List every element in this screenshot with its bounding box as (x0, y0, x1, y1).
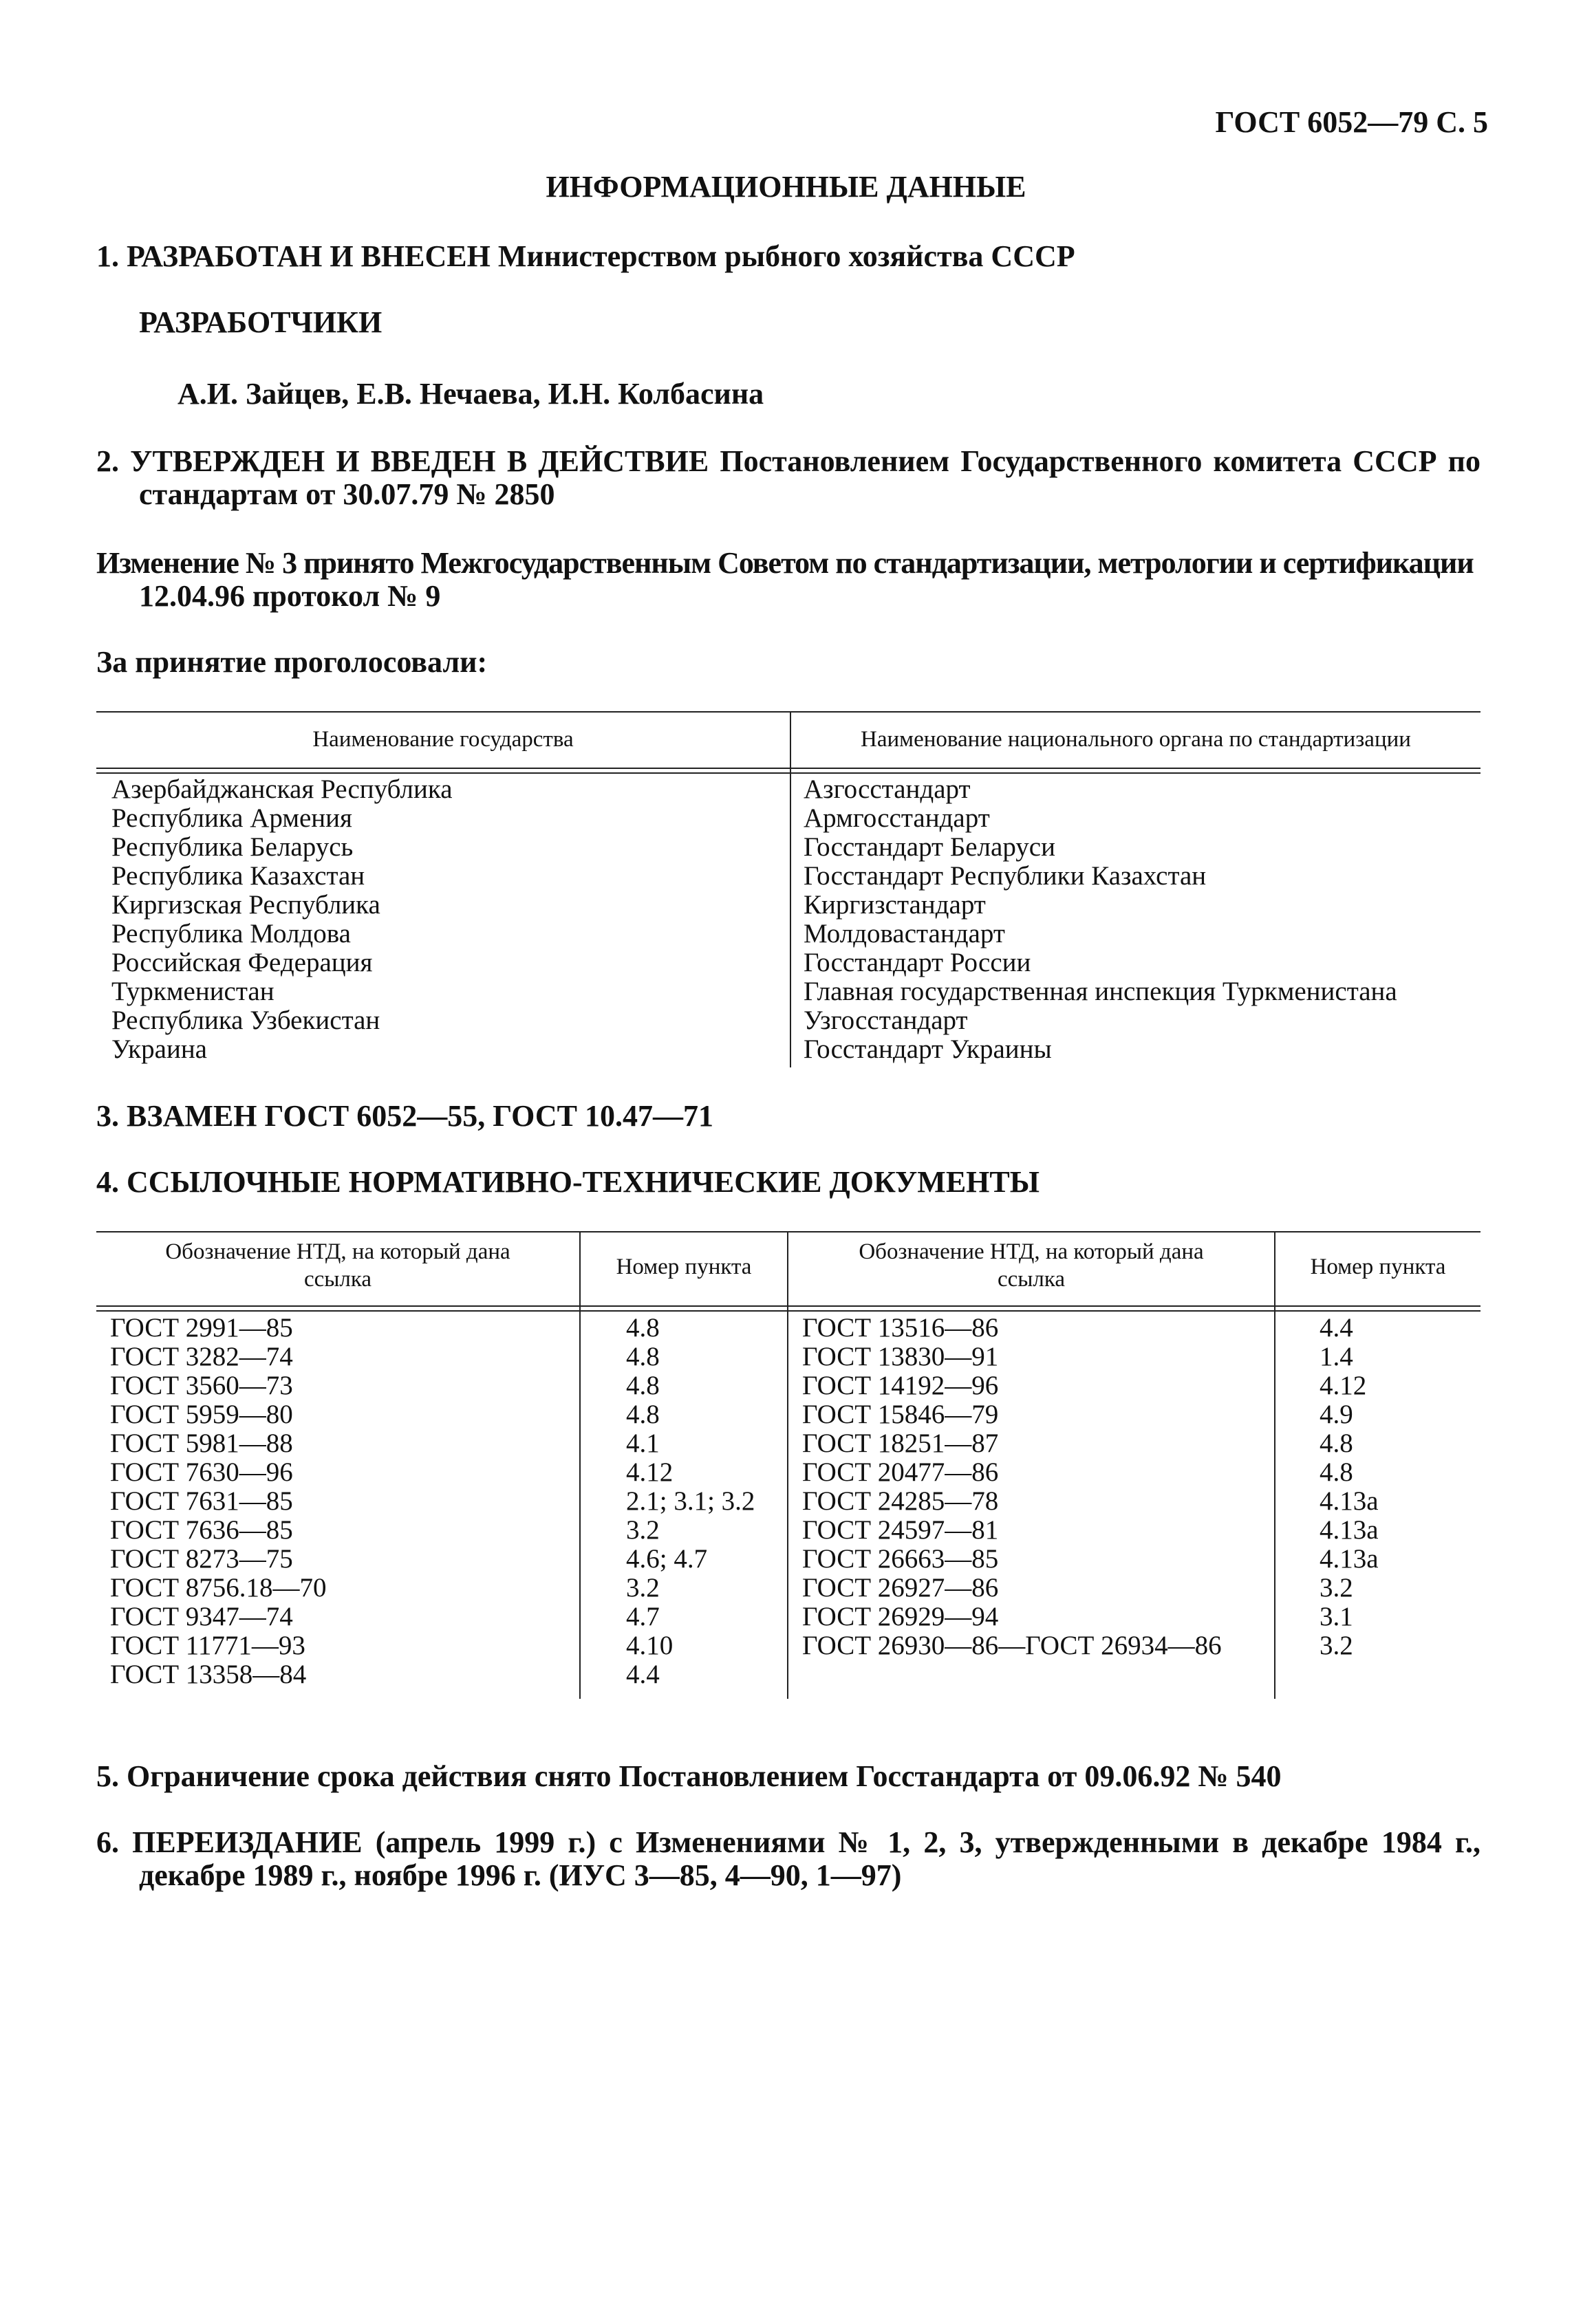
ref-item: 4.4 (1320, 1313, 1353, 1343)
ref-doc: ГОСТ 3560—73 (110, 1371, 293, 1400)
vote-body: Азгосстандарт (804, 774, 971, 804)
developers-label: РАЗРАБОТЧИКИ (139, 305, 383, 339)
vote-label: За принятие проголосовали: (96, 645, 488, 679)
ref-item: 4.13а (1320, 1515, 1379, 1545)
section-1-number: 1. (96, 239, 119, 273)
ref-item: 4.8 (626, 1400, 660, 1429)
ref-doc: ГОСТ 9347—74 (110, 1602, 293, 1631)
vote-table-header-state: Наименование государства (312, 727, 574, 752)
section-2-text: Постановлением Государственного комитета СССР по (720, 444, 1481, 478)
vote-body: Молдовастандарт (804, 919, 1005, 948)
ref-header-doc-left-line2: ссылка (303, 1267, 372, 1292)
ref-table-top-rule (96, 1231, 1481, 1232)
section-2-line1 (96, 446, 1481, 477)
vote-body: Киргизстандарт (804, 890, 986, 920)
ref-doc: ГОСТ 7636—85 (110, 1515, 293, 1545)
page-title: ИНФОРМАЦИОННЫЕ ДАННЫЕ (546, 170, 1026, 204)
ref-item: 4.12 (1320, 1371, 1367, 1400)
ref-table-divider-1 (579, 1231, 581, 1699)
ref-item: 3.1 (1320, 1602, 1353, 1631)
ref-doc: ГОСТ 8756.18—70 (110, 1573, 327, 1603)
vote-body: Главная государственная инспекция Туркменистана (804, 977, 1397, 1006)
ref-doc: ГОСТ 15846—79 (802, 1400, 999, 1429)
ref-header-doc-left-line1: Обозначение НТД, на который дана (165, 1239, 510, 1264)
ref-item: 4.10 (626, 1631, 674, 1660)
ref-doc: ГОСТ 7630—96 (110, 1457, 293, 1487)
vote-state: Азербайджанская Республика (111, 774, 453, 804)
ref-doc: ГОСТ 2991—85 (110, 1313, 293, 1343)
ref-table-header-rule (96, 1305, 1481, 1312)
ref-header-doc-right (788, 1238, 1274, 1293)
vote-table-header-rule (96, 768, 1481, 774)
ref-item: 4.7 (626, 1602, 660, 1631)
ref-doc: ГОСТ 26663—85 (802, 1544, 999, 1574)
vote-table-top-rule (96, 711, 1481, 713)
ref-item: 4.8 (626, 1342, 660, 1371)
ref-item: 4.8 (626, 1371, 660, 1400)
ref-doc: ГОСТ 8273—75 (110, 1544, 293, 1574)
vote-body: Армгосстандарт (804, 803, 990, 833)
ref-item: 3.2 (1320, 1573, 1353, 1603)
ref-doc: ГОСТ 13358—84 (110, 1660, 307, 1689)
ref-doc: ГОСТ 18251—87 (802, 1429, 999, 1458)
ref-doc: ГОСТ 14192—96 (802, 1371, 999, 1400)
ref-item: 4.8 (1320, 1429, 1353, 1458)
amendment-line1: Изменение № 3 принято Межгосударственным Советом по стандартизации, метрологии и сертификации (96, 546, 1474, 580)
section-1 (96, 241, 1075, 272)
ref-header-doc-right-line1: Обозначение НТД, на который дана (859, 1239, 1204, 1264)
vote-body: Госстандарт Беларуси (804, 832, 1055, 862)
ref-doc: ГОСТ 13830—91 (802, 1342, 999, 1371)
ref-right-docs (802, 1314, 1222, 1660)
ref-doc: ГОСТ 26930—86—ГОСТ 26934—86 (802, 1631, 1222, 1660)
ref-item: 1.4 (1320, 1342, 1353, 1371)
section-1-text: Министерством рыбного хозяйства СССР (497, 239, 1075, 273)
section-4: 4. ССЫЛОЧНЫЕ НОРМАТИВНО-ТЕХНИЧЕСКИЕ ДОКУМЕНТЫ (96, 1165, 1040, 1199)
ref-header-item-right: Номер пункта (1310, 1255, 1446, 1279)
ref-item: 4.13а (1320, 1486, 1379, 1516)
amendment-line2: 12.04.96 протокол № 9 (139, 579, 441, 613)
ref-item: 4.13а (1320, 1544, 1379, 1574)
vote-body: Узгосстандарт (804, 1006, 968, 1035)
ref-item: 4.6; 4.7 (626, 1544, 708, 1574)
vote-body: Госстандарт Республики Казахстан (804, 861, 1207, 891)
vote-state: Российская Федерация (111, 948, 373, 977)
vote-table-divider (790, 711, 791, 1067)
section-2-title: УТВЕРЖДЕН И ВВЕДЕН В ДЕЙСТВИЕ (130, 444, 709, 478)
ref-item: 4.8 (626, 1313, 660, 1343)
section-5: 5. Ограничение срока действия снято Постановлением Госстандарта от 09.06.92 № 540 (96, 1759, 1282, 1793)
ref-item: 2.1; 3.1; 3.2 (626, 1486, 755, 1516)
ref-left-items (626, 1314, 755, 1689)
vote-body: Госстандарт России (804, 948, 1031, 977)
vote-state: Республика Казахстан (111, 861, 365, 891)
ref-item: 3.2 (1320, 1631, 1353, 1660)
ref-table-divider-2 (787, 1231, 788, 1699)
ref-item: 3.2 (626, 1515, 660, 1545)
ref-item: 4.1 (626, 1429, 660, 1458)
section-2-number: 2. (96, 444, 119, 478)
page-header-ref: ГОСТ 6052—79 С. 5 (1215, 105, 1488, 139)
section-2-line2: стандартам от 30.07.79 № 2850 (139, 477, 555, 511)
ref-doc: ГОСТ 26929—94 (802, 1602, 999, 1631)
vote-state: Туркменистан (111, 977, 274, 1006)
ref-left-docs (110, 1314, 327, 1689)
ref-doc: ГОСТ 5959—80 (110, 1400, 293, 1429)
ref-item: 4.4 (626, 1660, 660, 1689)
section-6-line2: декабре 1989 г., ноябре 1996 г. (ИУС 3—85, 4—90, 1—97) (139, 1858, 902, 1892)
ref-item: 4.8 (1320, 1457, 1353, 1487)
vote-state: Киргизская Республика (111, 890, 380, 920)
vote-table-states (111, 775, 453, 1064)
vote-state: Республика Армения (111, 803, 352, 833)
vote-state: Республика Беларусь (111, 832, 354, 862)
ref-item: 3.2 (626, 1573, 660, 1603)
vote-body: Госстандарт Украины (804, 1034, 1052, 1064)
ref-doc: ГОСТ 11771—93 (110, 1631, 305, 1660)
ref-right-items (1320, 1314, 1379, 1660)
ref-doc: ГОСТ 5981—88 (110, 1429, 293, 1458)
ref-doc: ГОСТ 3282—74 (110, 1342, 293, 1371)
ref-header-doc-right-line2: ссылка (997, 1267, 1066, 1292)
ref-table-divider-3 (1274, 1231, 1275, 1699)
section-1-title: РАЗРАБОТАН И ВНЕСЕН (127, 239, 491, 273)
ref-header-doc-left (96, 1238, 579, 1293)
ref-doc: ГОСТ 24597—81 (802, 1515, 999, 1545)
ref-item: 4.9 (1320, 1400, 1353, 1429)
section-6-line1: 6. ПЕРЕИЗДАНИЕ (апрель 1999 г.) с Изменениями № 1, 2, 3, утвержденными в декабре 1984 г., (96, 1825, 1481, 1859)
ref-item: 4.12 (626, 1457, 674, 1487)
ref-doc: ГОСТ 24285—78 (802, 1486, 999, 1516)
vote-state: Украина (111, 1034, 207, 1064)
vote-table-header-body: Наименование национального органа по стандартизации (861, 727, 1411, 752)
ref-header-item-left: Номер пункта (616, 1255, 752, 1279)
ref-doc: ГОСТ 7631—85 (110, 1486, 293, 1516)
ref-doc: ГОСТ 20477—86 (802, 1457, 999, 1487)
section-3: 3. ВЗАМЕН ГОСТ 6052—55, ГОСТ 10.47—71 (96, 1099, 714, 1133)
vote-state: Республика Молдова (111, 919, 351, 948)
developers-names: А.И. Зайцев, Е.В. Нечаева, И.Н. Колбасина (177, 377, 764, 411)
ref-doc: ГОСТ 26927—86 (802, 1573, 999, 1603)
vote-table-bodies (804, 775, 1397, 1064)
ref-doc: ГОСТ 13516—86 (802, 1313, 999, 1343)
vote-state: Республика Узбекистан (111, 1006, 380, 1035)
